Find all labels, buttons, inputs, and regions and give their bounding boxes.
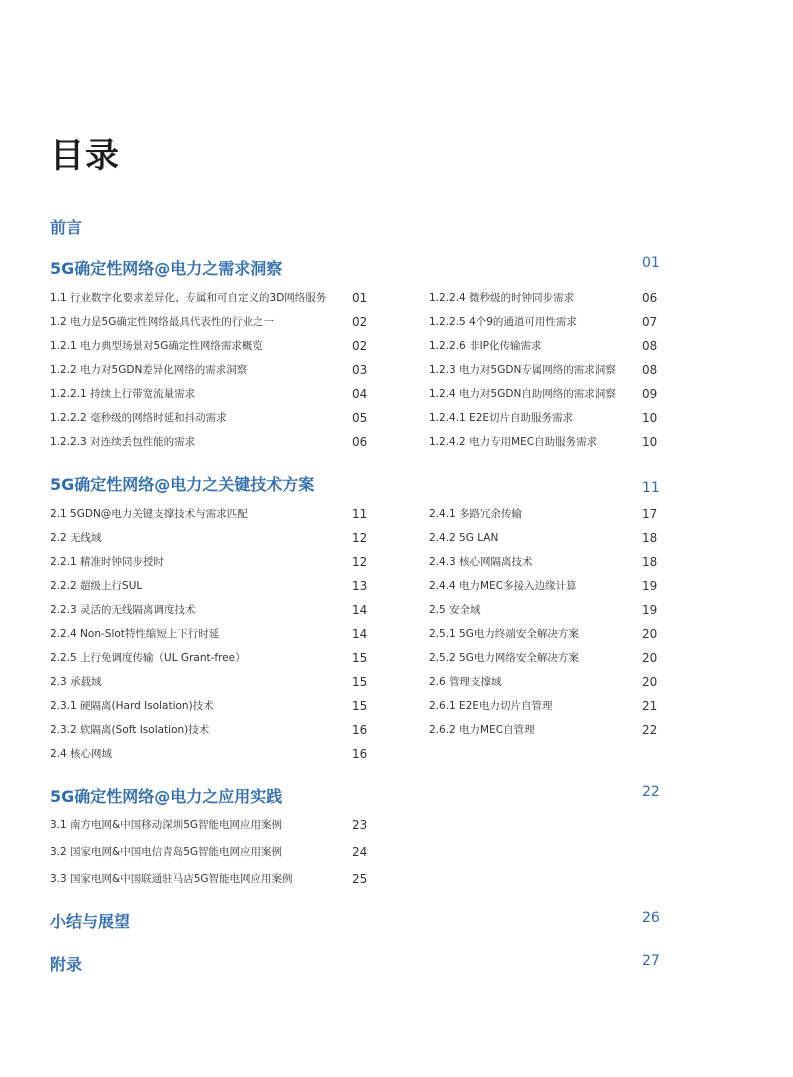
toc-entry[interactable]: 3.1 南方电网&中国移动深圳5G智能电网应用案例 23 (50, 818, 368, 832)
toc-entry[interactable]: 2.5.1 5G电力终端安全解决方案 20 (429, 627, 658, 641)
toc-entry[interactable]: 2.4.2 5G LAN 18 (429, 531, 658, 545)
toc-entry[interactable]: 2.4.1 多路冗余传输 17 (429, 507, 658, 521)
toc-entry[interactable]: 3.3 国家电网&中国联通驻马店5G智能电网应用案例 25 (50, 872, 368, 886)
toc-section-4-title[interactable]: 小结与展望 (50, 912, 131, 931)
toc-entry[interactable]: 2.6.1 E2E电力切片自管理 21 (429, 699, 658, 713)
toc-entry[interactable]: 1.2.2.3 对连续丢包性能的需求 06 (50, 435, 368, 449)
toc-entry[interactable]: 1.1 行业数字化要求差异化、专属和可自定义的3D网络服务 01 (50, 291, 368, 305)
toc-entry[interactable]: 1.2.4.2 电力专用MEC自助服务需求 10 (429, 435, 658, 449)
toc-section-1-page: 01 (642, 255, 660, 271)
toc-section-1-title[interactable]: 5G确定性网络@电力之需求洞察 (50, 259, 283, 278)
toc-entry[interactable]: 2.3.1 硬隔离(Hard Isolation)技术 15 (50, 699, 368, 713)
toc-entry[interactable]: 2.6 管理支撑域 20 (429, 675, 658, 689)
toc-section-5-page: 27 (642, 953, 660, 969)
toc-entry[interactable]: 1.2.2 电力对5GDN差异化网络的需求洞察 03 (50, 363, 368, 377)
toc-entry[interactable]: 1.2.2.1 持续上行带宽流量需求 04 (50, 387, 368, 401)
toc-entry[interactable]: 2.2.1 精准时钟同步授时 12 (50, 555, 368, 569)
toc-entry[interactable]: 1.2.2.2 毫秒级的网络时延和抖动需求 05 (50, 411, 368, 425)
toc-preface[interactable]: 前言 (50, 218, 83, 237)
toc-section-3-page: 22 (642, 784, 660, 800)
toc-entry[interactable]: 2.4.4 电力MEC多接入边缘计算 19 (429, 579, 658, 593)
page-title: 目录 (50, 136, 120, 176)
toc-entry[interactable]: 2.2.4 Non-Slot特性缩短上下行时延 14 (50, 627, 368, 641)
toc-entry[interactable]: 2.5 安全域 19 (429, 603, 658, 617)
toc-entry[interactable]: 2.6.2 电力MEC自管理 22 (429, 723, 658, 737)
toc-entry[interactable]: 2.4 核心网域 16 (50, 747, 368, 761)
toc-entry[interactable]: 2.2.3 灵活的无线隔离调度技术 14 (50, 603, 368, 617)
toc-section-5-title[interactable]: 附录 (50, 955, 83, 974)
toc-entry[interactable]: 2.3.2 软隔离(Soft Isolation)技术 16 (50, 723, 368, 737)
toc-entry[interactable]: 1.2 电力是5G确定性网络最具代表性的行业之一 02 (50, 315, 368, 329)
toc-entry[interactable]: 1.2.2.4 微秒级的时钟同步需求 06 (429, 291, 658, 305)
toc-section-2-title[interactable]: 5G确定性网络@电力之关键技术方案 (50, 475, 315, 494)
toc-section-3-title[interactable]: 5G确定性网络@电力之应用实践 (50, 787, 283, 806)
toc-entry[interactable]: 1.2.3 电力对5GDN专属网络的需求洞察 08 (429, 363, 658, 377)
toc-entry[interactable]: 2.2.2 超级上行SUL 13 (50, 579, 368, 593)
toc-entry[interactable]: 2.2 无线域 12 (50, 531, 368, 545)
toc-entry[interactable]: 2.5.2 5G电力网络安全解决方案 20 (429, 651, 658, 665)
toc-entry[interactable]: 1.2.1 电力典型场景对5G确定性网络需求概览 02 (50, 339, 368, 353)
toc-entry[interactable]: 1.2.4.1 E2E切片自助服务需求 10 (429, 411, 658, 425)
toc-entry[interactable]: 2.1 5GDN@电力关键支撑技术与需求匹配 11 (50, 507, 368, 521)
toc-entry[interactable]: 2.2.5 上行免调度传输（UL Grant-free） 15 (50, 651, 368, 665)
toc-entry[interactable]: 1.2.4 电力对5GDN自助网络的需求洞察 09 (429, 387, 658, 401)
toc-entry[interactable]: 3.2 国家电网&中国电信青岛5G智能电网应用案例 24 (50, 845, 368, 859)
toc-section-2-page: 11 (642, 480, 660, 496)
toc-entry[interactable]: 1.2.2.6 非IP化传输需求 08 (429, 339, 658, 353)
toc-entry[interactable]: 2.4.3 核心网隔离技术 18 (429, 555, 658, 569)
toc-section-4-page: 26 (642, 910, 660, 926)
toc-entry[interactable]: 2.3 承载域 15 (50, 675, 368, 689)
toc-entry[interactable]: 1.2.2.5 4个9的通道可用性需求 07 (429, 315, 658, 329)
